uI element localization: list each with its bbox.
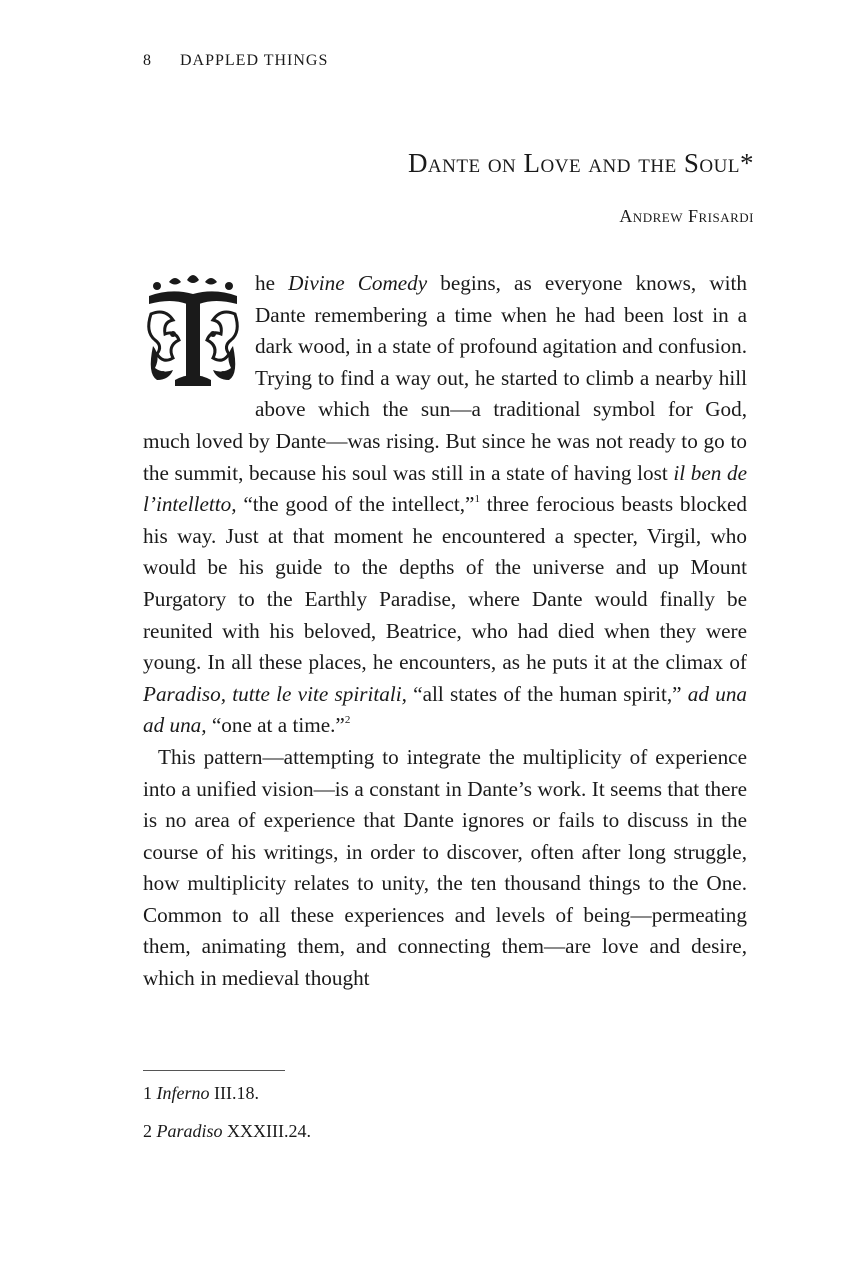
italian-quote: il ben de l’intelletto,	[143, 460, 747, 517]
text-run: he	[255, 271, 289, 295]
text-run: “one at a time.”	[206, 713, 345, 738]
work-title-divine-comedy: Divine Comedy	[288, 271, 428, 295]
article-body	[143, 268, 747, 995]
text-run: “all states of the human spirit,”	[406, 681, 688, 706]
footnote-2: 2 Paradiso XXXIII.24.	[143, 1121, 311, 1141]
italian-quote: Paradiso, tutte le vite spiritali,	[143, 681, 407, 706]
text-run: begins, as everyone knows, with Dante remembering a time when he had been lost in a dark wood, in a state of profound agitation and confusion. Trying to find a way out, he started to climb a nearby hill above which the sun—a traditional symbol for God, much loved by Dante—was rising. But since he was not ready to go to the summit, because his soul was still in a state of having lost	[143, 271, 748, 485]
footnote-divider	[143, 1070, 285, 1071]
footnotes	[143, 1074, 311, 1150]
paragraph-2: This pattern—attempting to integrate the multiplicity of experience into a unified vision—is a constant in Dante’s work. It seems that there is no area of experience that Dante ignores or fails to discuss in the course of his writings, in order to discover, often after long struggle, how multiplicity relates to unity, the ten thousand things to the One. Common to all these experiences and levels of being—permeating them, animating them, and connecting them—are love and desire, which in medieval thought	[143, 744, 747, 991]
footnote-1: 1 Inferno III.18.	[143, 1083, 259, 1103]
footnote-marker-1: 1	[474, 493, 480, 506]
article-author: Andrew Frisardi	[619, 206, 754, 226]
decorated-initial-icon	[143, 274, 243, 396]
paragraph-1	[143, 268, 747, 742]
italian-quote: ad una ad una,	[143, 681, 748, 738]
text-run: “the good of the intellect,”	[236, 492, 475, 517]
text-run: three ferocious beasts blocked his way. Just at that moment he encountered a specter, Virgil, who would be his guide to the depths of the universe and up Mount Purgatory to the Earthly Paradise, where Dante would finally be reunited with his beloved, Beatrice, who had died when they were young. In all these places, he encounters, as he puts it at the climax of	[143, 492, 748, 675]
running-head	[143, 52, 328, 70]
footnote-marker-2: 2	[344, 714, 351, 727]
article-title: Dante on Love and the Soul*	[407, 148, 754, 178]
journal-name: DAPPLED THINGS	[180, 52, 329, 69]
page-number: 8	[143, 52, 152, 69]
